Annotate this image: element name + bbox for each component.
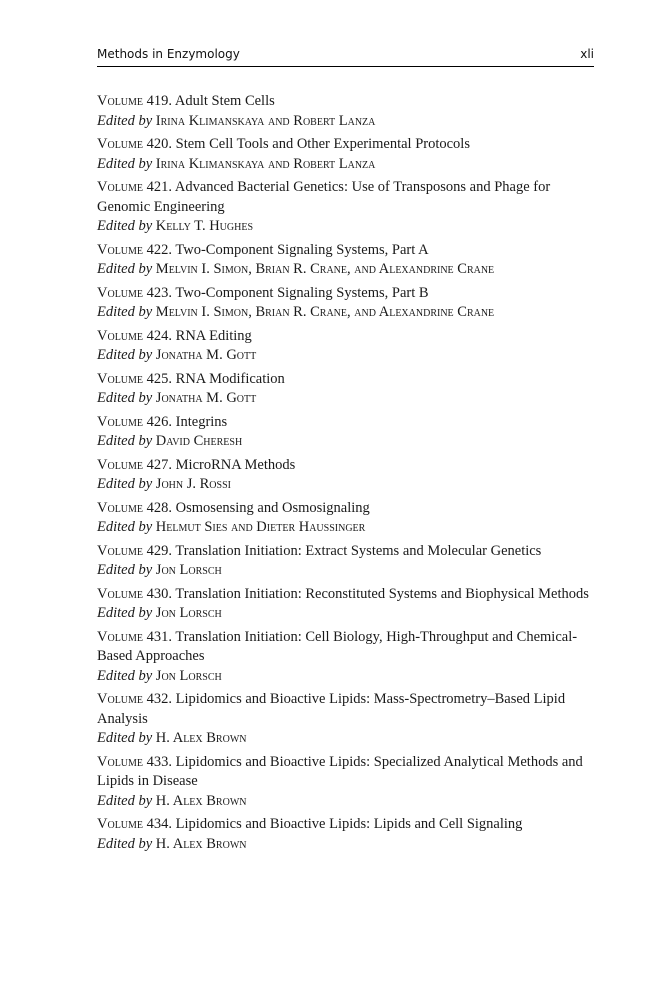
edited-by-label: Edited by [97,390,153,406]
volume-title: Integrins [175,413,228,430]
volume-entry [97,585,597,624]
volume-entry [97,241,597,280]
volume-editors: Jon Lorsch [155,605,222,621]
volume-title: Lipidomics and Bioactive Lipids: Specialized Analytical Methods and Lipids in Disease [97,753,583,789]
volume-number: 432 [146,691,169,707]
volume-editors: Irina Klimanskaya and Robert Lanza [155,112,376,129]
volume-title: Two-Component Signaling Systems, Part A [175,241,429,258]
volume-number: 428 [146,499,169,516]
editor-line [97,604,597,624]
volume-number: 425 [146,370,169,387]
edited-by-label: Edited by [97,112,153,129]
volume-line: Volume 428. Osmosensing and Osmosignaling [97,499,370,516]
volume-number: 434 [146,816,169,832]
volume-number: 431 [146,628,169,645]
volume-entry [97,628,597,687]
edited-by-label: Edited by [97,605,153,621]
volume-editors: H. Alex Brown [155,835,247,852]
volume-number: 424 [146,327,169,344]
volume-entry [97,815,597,854]
volume-editors: Jonatha M. Gott [155,390,257,406]
volume-number: 429 [146,542,169,559]
volume-line: Volume 429. Translation Initiation: Extract Systems and Molecular Genetics [97,542,542,559]
edited-by-label: Edited by [97,433,153,449]
volume-entry [97,413,597,452]
volume-line: Volume 424. RNA Editing [97,327,252,344]
volume-editors: Jon Lorsch [155,667,222,684]
volume-editors: Helmut Sies and Dieter Haussinger [155,519,366,535]
editor-line [97,792,597,812]
editor-line [97,475,597,495]
volume-entry [97,135,597,174]
volume-title: Lipidomics and Bioactive Lipids: Mass-Spectrometry–Based Lipid Analysis [97,691,566,727]
edited-by-label: Edited by [97,218,153,234]
volume-number: 422 [146,241,169,258]
volume-label: Volume [97,691,144,707]
volume-line: Volume 421. Advanced Bacterial Genetics: Use of Transposons and Phage for Genomic Engineering [97,179,551,215]
editor-line [97,518,597,538]
volume-editors: Jon Lorsch [155,562,222,578]
volume-editors: H. Alex Brown [155,730,247,746]
volume-editors: Jonatha M. Gott [155,347,257,363]
volume-editors: Melvin I. Simon, Brian R. Crane, and Alexandrine Crane [155,304,495,320]
running-title: Methods in Enzymology [97,47,240,61]
edited-by-label: Edited by [97,792,153,809]
volume-editors: Melvin I. Simon, Brian R. Crane, and Alexandrine Crane [155,261,495,277]
edited-by-label: Edited by [97,155,153,172]
volume-label: Volume [97,542,144,559]
volume-number: 427 [146,456,169,473]
volume-number: 421 [146,179,169,195]
editor-line [97,112,597,132]
volume-label: Volume [97,628,144,645]
volume-label: Volume [97,241,144,258]
volume-label: Volume [97,136,144,152]
edited-by-label: Edited by [97,667,153,684]
volume-entry [97,753,597,812]
volume-line: Volume 430. Translation Initiation: Reconstituted Systems and Biophysical Methods [97,585,589,602]
volume-entry [97,499,597,538]
volume-line: Volume 423. Two-Component Signaling Systems, Part B [97,284,429,301]
editor-line [97,217,597,237]
volume-label: Volume [97,179,144,195]
volume-label: Volume [97,93,144,109]
volume-editors: H. Alex Brown [155,792,247,809]
editor-line [97,303,597,323]
volume-label: Volume [97,413,144,430]
volume-line: Volume 419. Adult Stem Cells [97,93,275,109]
volume-list [97,92,597,858]
editor-line [97,561,597,581]
volume-entry [97,690,597,749]
edited-by-label: Edited by [97,304,153,320]
volume-number: 419 [146,93,169,109]
volume-title: Advanced Bacterial Genetics: Use of Transposons and Phage for Genomic Engineering [97,179,551,215]
volume-number: 433 [146,753,169,770]
volume-label: Volume [97,499,144,516]
editor-line [97,835,597,855]
volume-entry [97,284,597,323]
editor-line [97,729,597,749]
volume-entry [97,542,597,581]
volume-line: Volume 427. MicroRNA Methods [97,456,296,473]
volume-line: Volume 425. RNA Modification [97,370,285,387]
volume-title: MicroRNA Methods [175,456,296,473]
editor-line [97,346,597,366]
edited-by-label: Edited by [97,347,153,363]
volume-label: Volume [97,816,144,832]
volume-label: Volume [97,284,144,301]
volume-label: Volume [97,585,144,602]
volume-title: Translation Initiation: Cell Biology, High-Throughput and Chemical-Based Approaches [97,628,578,664]
volume-label: Volume [97,456,144,473]
volume-editors: David Cheresh [155,433,243,449]
editor-line [97,667,597,687]
volume-line: Volume 433. Lipidomics and Bioactive Lipids: Specialized Analytical Methods and Lipids in Disease [97,753,583,789]
volume-title: RNA Modification [175,370,285,387]
volume-label: Volume [97,327,144,344]
volume-number: 430 [146,585,169,602]
volume-title: Two-Component Signaling Systems, Part B [175,284,429,301]
volume-title: Osmosensing and Osmosignaling [175,499,370,516]
volume-title: RNA Editing [175,327,252,344]
editor-line [97,155,597,175]
page-number: xli [580,47,594,61]
volume-number: 426 [146,413,169,430]
volume-line: Volume 426. Integrins [97,413,228,430]
edited-by-label: Edited by [97,261,153,277]
volume-number: 420 [146,136,169,152]
volume-entry [97,456,597,495]
volume-entry [97,370,597,409]
volume-label: Volume [97,753,144,770]
volume-editors: Irina Klimanskaya and Robert Lanza [155,155,376,172]
edited-by-label: Edited by [97,519,153,535]
running-header [97,44,594,67]
volume-line: Volume 432. Lipidomics and Bioactive Lipids: Mass-Spectrometry–Based Lipid Analysis [97,691,566,727]
volume-entry [97,178,597,237]
editor-line [97,260,597,280]
edited-by-label: Edited by [97,730,153,746]
volume-editors: Kelly T. Hughes [155,218,254,234]
edited-by-label: Edited by [97,476,153,492]
edited-by-label: Edited by [97,835,153,852]
volume-editors: John J. Rossi [155,476,231,492]
volume-line: Volume 431. Translation Initiation: Cell Biology, High-Throughput and Chemical-Based Approaches [97,628,578,664]
volume-number: 423 [146,284,169,301]
volume-entry [97,92,597,131]
volume-label: Volume [97,370,144,387]
editor-line [97,389,597,409]
volume-line: Volume 434. Lipidomics and Bioactive Lipids: Lipids and Cell Signaling [97,816,523,832]
edited-by-label: Edited by [97,562,153,578]
volume-title: Translation Initiation: Extract Systems and Molecular Genetics [175,542,542,559]
volume-title: Stem Cell Tools and Other Experimental Protocols [175,136,470,152]
volume-title: Translation Initiation: Reconstituted Systems and Biophysical Methods [175,585,589,602]
volume-entry [97,327,597,366]
volume-line: Volume 422. Two-Component Signaling Systems, Part A [97,241,429,258]
volume-title: Lipidomics and Bioactive Lipids: Lipids and Cell Signaling [175,816,523,832]
editor-line [97,432,597,452]
volume-line: Volume 420. Stem Cell Tools and Other Experimental Protocols [97,136,470,152]
volume-title: Adult Stem Cells [174,93,275,109]
